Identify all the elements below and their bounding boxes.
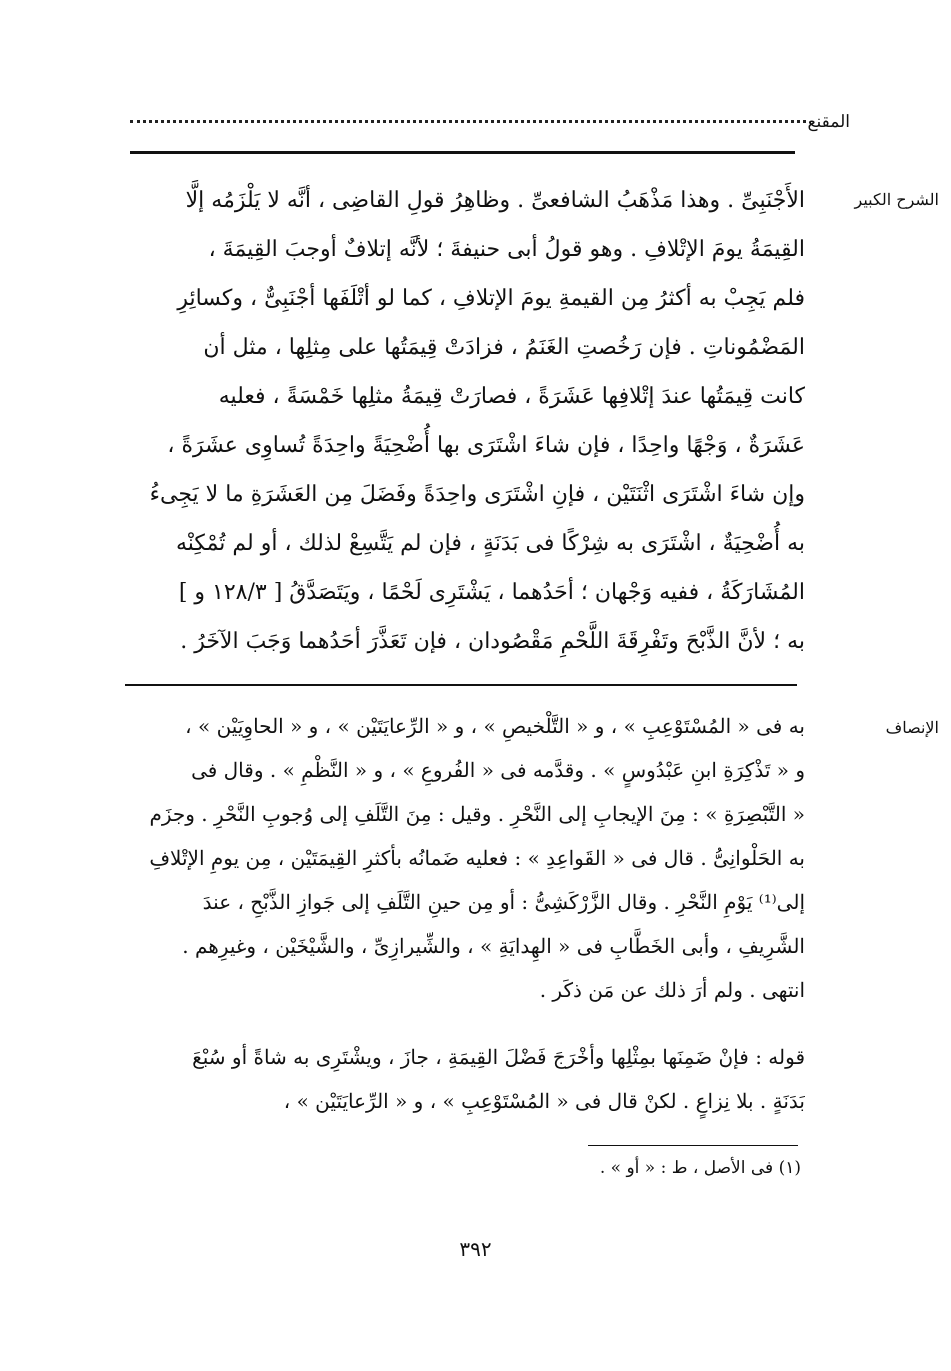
insaf-line: و « تَذْكِرَةِ ابنِ عَبْدُوسٍ » . وقدَّمه فى « الفُروعِ » ، و « النَّظْمِ » . وقال فى xyxy=(191,758,805,782)
sharh-line: به أُضْحِيَةٌ ، اشْتَرَى به شِرْكًا فى بَدَنَةٍ ، فإن لم يَتَّسِعْ لذلك ، أو لم تُمْكِنْه xyxy=(175,531,805,556)
insaf-line: بَدَنَةٍ . بلا نِزاعٍ . لكنْ قال فى « المُسْتَوْعِبِ » ، و « الرِّعايَتَيْن » ، xyxy=(283,1089,805,1113)
sharh-line: كانت قِيمَتُها عندَ إتْلافِها عَشَرَةً ، فصارَتْ قِيمَةُ مثلِها خَمْسَةً ، فعليه xyxy=(218,384,805,409)
sharh-line: عَشَرَةٌ ، وَجْهًا واحِدًا ، فإن شاءَ اشْتَرَى بها أُضْحِيَةً واحِدَةً تُساوِى عشَرَةً ، xyxy=(167,433,805,458)
insaf-paragraph-2 xyxy=(125,1035,805,1123)
insaf-line: به فى « المُسْتَوْعِبِ » ، و « التَّلْخيصِ » ، و « الرِّعايَتَيْن » ، و « الحاوِيَيْن » ، xyxy=(185,714,805,738)
header-dotted-rule xyxy=(130,120,806,123)
book-title: المقنع xyxy=(807,112,850,132)
insaf-line: انتهى . ولم أرَ ذلك عن مَن ذكَر . xyxy=(539,978,805,1002)
insaf-line: قوله : فإنْ ضَمِنَها بمِثْلِها وأخْرَجَ فَضْلَ القِيمَةِ ، جازَ ، ويشْتَرِى به شاةً أو سُبْعَ xyxy=(192,1045,805,1069)
page-number: ٣٩٢ xyxy=(459,1237,492,1261)
sharh-line: فلم يَجِبْ به أكثرُ مِن القيمةِ يومَ الإتلافِ ، كما لو أتْلَفَها أجْنَبِىٌّ ، وكسائِرِ xyxy=(177,286,805,311)
insaf-line: به الحَلْوانِىُّ . قال فى « القَواعِدِ » : فعليه ضَمانُه بأكثرِ القِيمَتَيْن ، مِن يومِ الإتْلافِ xyxy=(149,846,805,870)
footnote-rule xyxy=(588,1145,798,1146)
insaf-line: « التَّبْصِرَةِ » : مِنَ الإيجابِ إلى النَّحْرِ . وقيل : مِنَ التَّلَفِ إلى وُجوبِ النَّحْرِ . وجزَم xyxy=(149,802,805,826)
sharh-section-label: الشرح الكبير xyxy=(854,190,939,209)
sharh-line: القِيمَةُ يومَ الإتْلافِ . وهو قولُ أبى حنيفةَ ؛ لأنَّه إتلافٌ أوجبَ القِيمَةَ ، xyxy=(208,237,805,262)
section-divider xyxy=(125,684,797,686)
sharh-line: وإن شاءَ اشْتَرَى اثْنَتَيْن ، فإنِ اشْتَرَى واحِدَةً وفَضَلَ مِن العَشَرَةِ ما لا يَجِىءُ xyxy=(149,482,805,507)
sharh-line: المَضْمُوناتِ . فإن رَخُصتِ الغَنَمُ ، فزادَتْ قِيمَتُها على مِثلِها ، مثل أن xyxy=(203,335,805,360)
header-rule xyxy=(130,151,795,154)
sharh-line: الأَجْنَبِىِّ . وهذا مَذْهَبُ الشافعىِّ . وظاهِرُ قولِ القاضِى ، أنَّه لا يَلْزَمُه إلَّا xyxy=(185,188,805,213)
insaf-section-label: الإنصاف xyxy=(885,718,939,737)
running-header xyxy=(130,112,850,142)
insaf-line: إلى⁽¹⁾ يَوْمِ النَّحْرِ . وقال الزَّرْكَشِىُّ : أو مِن حينِ التَّلَفِ إلى جَوازِ الذَّبْحِ ، عندَ xyxy=(202,890,805,914)
sharh-line: به ؛ لأنَّ الذَّبْحَ وتَفْرِقَةَ اللَّحْمِ مَقْصُودان ، فإن تَعَذَّرَ أحَدُهما وَجَبَ الآخَرُ . xyxy=(180,629,805,654)
insaf-line: الشَّرِيفِ ، وأبى الخَطَّابِ فى « الهِدايَةِ » ، والشِّيرازِىِّ ، والشَّيْخَيْن ، وغيرِهم . xyxy=(182,934,805,958)
sharh-text-block xyxy=(125,176,805,666)
sharh-line: المُشَارَكَةُ ، ففيه وَجْهان ؛ أحَدُهما ، يَشْتَرِى لَحْمًا ، ويَتَصَدَّقُ [ ١٢٨/٣ و ] xyxy=(178,580,805,605)
insaf-text-block xyxy=(125,704,805,1012)
footnote: (١) فى الأصل ، ط : « أو » . xyxy=(599,1158,801,1178)
